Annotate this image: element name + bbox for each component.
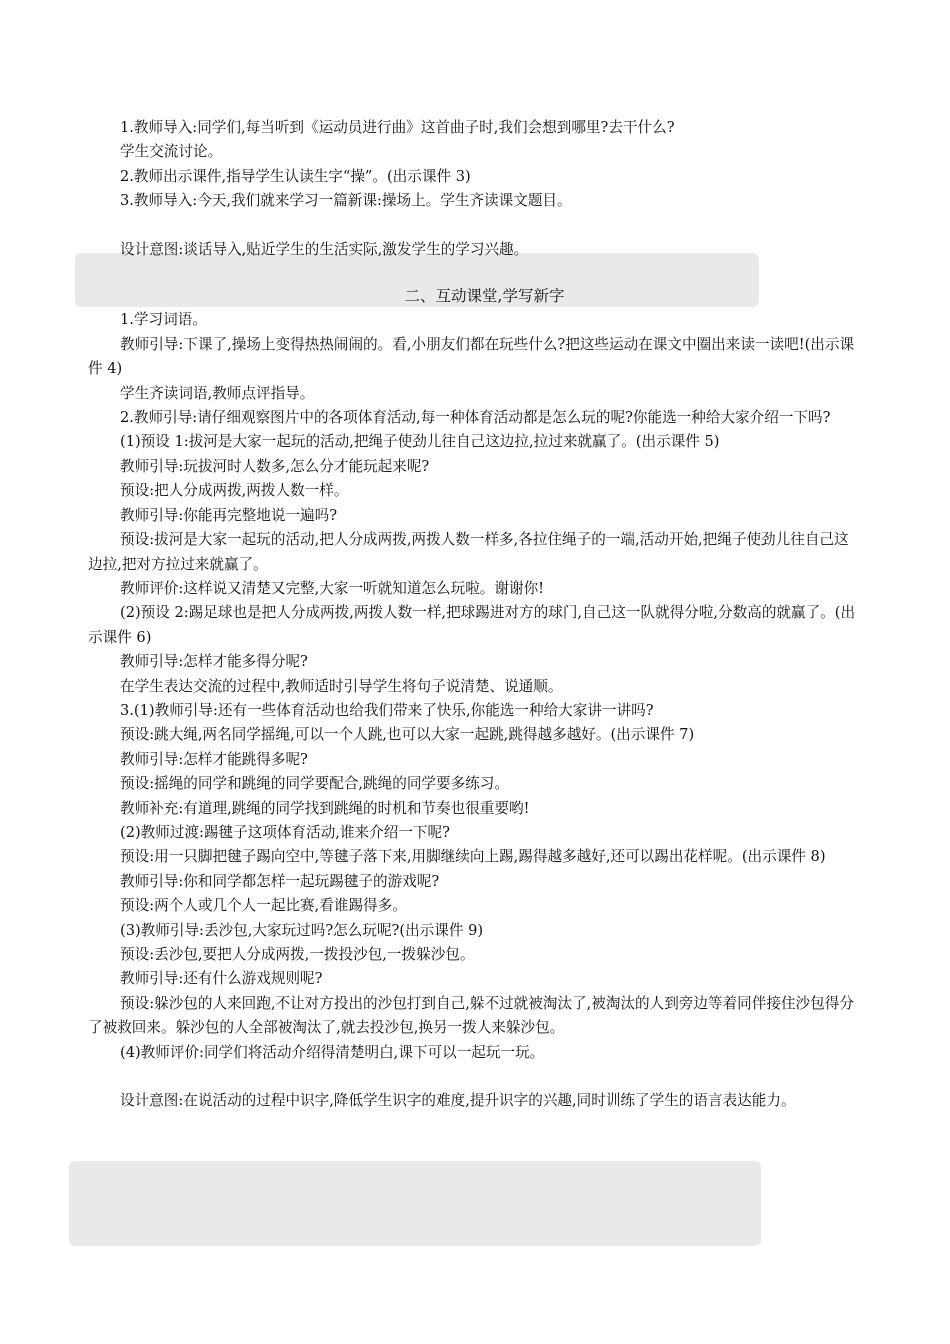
design-intent: 设计意图:谈话导入,贴近学生的生活实际,激发学生的学习兴趣。 bbox=[120, 240, 529, 258]
paragraph: 预设:丢沙包,要把人分成两拨,一拨投沙包,一拨躲沙包。 bbox=[120, 946, 475, 963]
document-body bbox=[88, 116, 863, 1113]
design-intent-box bbox=[69, 1161, 761, 1246]
paragraph: 预设:摇绳的同学和跳绳的同学要配合,跳绳的同学要多练习。 bbox=[120, 775, 509, 793]
paragraph: 3.(1)教师引导:还有一些体育活动也给我们带来了快乐,你能选一种给大家讲一讲吗? bbox=[120, 701, 654, 719]
paragraph: 1.教师导入:同学们,每当听到《运动员进行曲》这首曲子时,我们会想到哪里?去干什么? bbox=[120, 119, 675, 136]
section-heading: 二、互动课堂,学写新字 bbox=[404, 287, 565, 306]
spacer bbox=[88, 262, 863, 284]
paragraph: 教师引导:还有什么游戏规则呢? bbox=[120, 970, 323, 988]
paragraph: 预设:用一只脚把毽子踢向空中,等毽子落下来,用脚继续向上踢,踢得越多越好,还可以踢出花样呢。(出示课件 8) bbox=[120, 848, 826, 866]
paragraph: 学生齐读词语,教师点评指导。 bbox=[120, 384, 315, 402]
paragraph: 预设:两个人或几个人一起比赛,看谁踢得多。 bbox=[120, 897, 407, 915]
design-intent: 设计意图:在说活动的过程中识字,降低学生识字的难度,提升识字的兴趣,同时训练了学生的语言表达能力。 bbox=[120, 1092, 796, 1110]
paragraph: 预设:把人分成两拨,两拨人数一样。 bbox=[120, 482, 349, 500]
paragraph: 2.教师出示课件,指导学生认读生字“操”。(出示课件 3) bbox=[120, 167, 471, 185]
paragraph: 教师引导:你能再完整地说一遍吗? bbox=[120, 506, 338, 524]
paragraph: 2.教师引导:请仔细观察图片中的各项体育活动,每一种体育活动都是怎么玩的呢?你能选一种给大家介绍一下吗? bbox=[120, 409, 831, 427]
paragraph: 预设:跳大绳,两名同学摇绳,可以一个人跳,也可以大家一起跳,跳得越多越好。(出示课件 7) bbox=[120, 726, 695, 744]
paragraph: 教师评价:这样说又清楚又完整,大家一听就知道怎么玩啦。谢谢你! bbox=[120, 579, 545, 597]
spacer bbox=[88, 1065, 863, 1089]
spacer bbox=[88, 214, 863, 238]
paragraph: 教师引导:怎样才能跳得多呢? bbox=[120, 750, 308, 768]
paragraph: 教师补充:有道理,跳绳的同学找到跳绳的时机和节奏也很重要哟! bbox=[120, 799, 530, 817]
paragraph: 预设:拔河是大家一起玩的活动,把人分成两拨,两拨人数一样多,各拉住绳子的一端,活动开始,把绳子使劲儿往自己这边拉,把对方拉过来就赢了。 bbox=[88, 531, 849, 573]
paragraph: 在学生表达交流的过程中,教师适时引导学生将句子说清楚、说通顺。 bbox=[120, 677, 563, 695]
paragraph: (3)教师引导:丢沙包,大家玩过吗?怎么玩呢?(出示课件 9) bbox=[120, 921, 484, 939]
paragraph: 1.学习词语。 bbox=[120, 311, 207, 329]
paragraph: 3.教师导入:今天,我们就来学习一篇新课:操场上。学生齐读课文题目。 bbox=[120, 192, 572, 210]
paragraph: 预设:躲沙包的人来回跑,不让对方投出的沙包打到自己,躲不过就被淘汰了,被淘汰的人到旁边等着同伴接住沙包得分了被救回来。躲沙包的人全部被淘汰了,就去投沙包,换另一拨人来躲沙包。 bbox=[88, 994, 854, 1037]
paragraph: (2)教师过渡:踢毽子这项体育活动,谁来介绍一下呢? bbox=[120, 823, 450, 841]
paragraph: 学生交流讨论。 bbox=[120, 143, 223, 161]
paragraph: 教师引导:下课了,操场上变得热热闹闹的。看,小朋友们都在玩些什么?把这些运动在课文中圈出来读一读吧!(出示课件 4) bbox=[88, 335, 855, 378]
paragraph: (1)预设 1:拔河是大家一起玩的活动,把绳子使劲儿往自己这边拉,拉过来就赢了。(出示课件 5) bbox=[120, 433, 720, 451]
paragraph: 教师引导:玩拔河时人数多,怎么分才能玩起来呢? bbox=[120, 457, 430, 475]
paragraph: (4)教师评价:同学们将活动介绍得清楚明白,课下可以一起玩一玩。 bbox=[120, 1043, 545, 1061]
paragraph: (2)预设 2:踢足球也是把人分成两拨,两拨人数一样,把球踢进对方的球门,自己这一队就得分啦,分数高的就赢了。(出示课件 6) bbox=[88, 604, 856, 646]
paragraph: 教师引导:怎样才能多得分呢? bbox=[120, 653, 308, 671]
paragraph: 教师引导:你和同学都怎样一起玩踢毽子的游戏呢? bbox=[120, 872, 440, 890]
